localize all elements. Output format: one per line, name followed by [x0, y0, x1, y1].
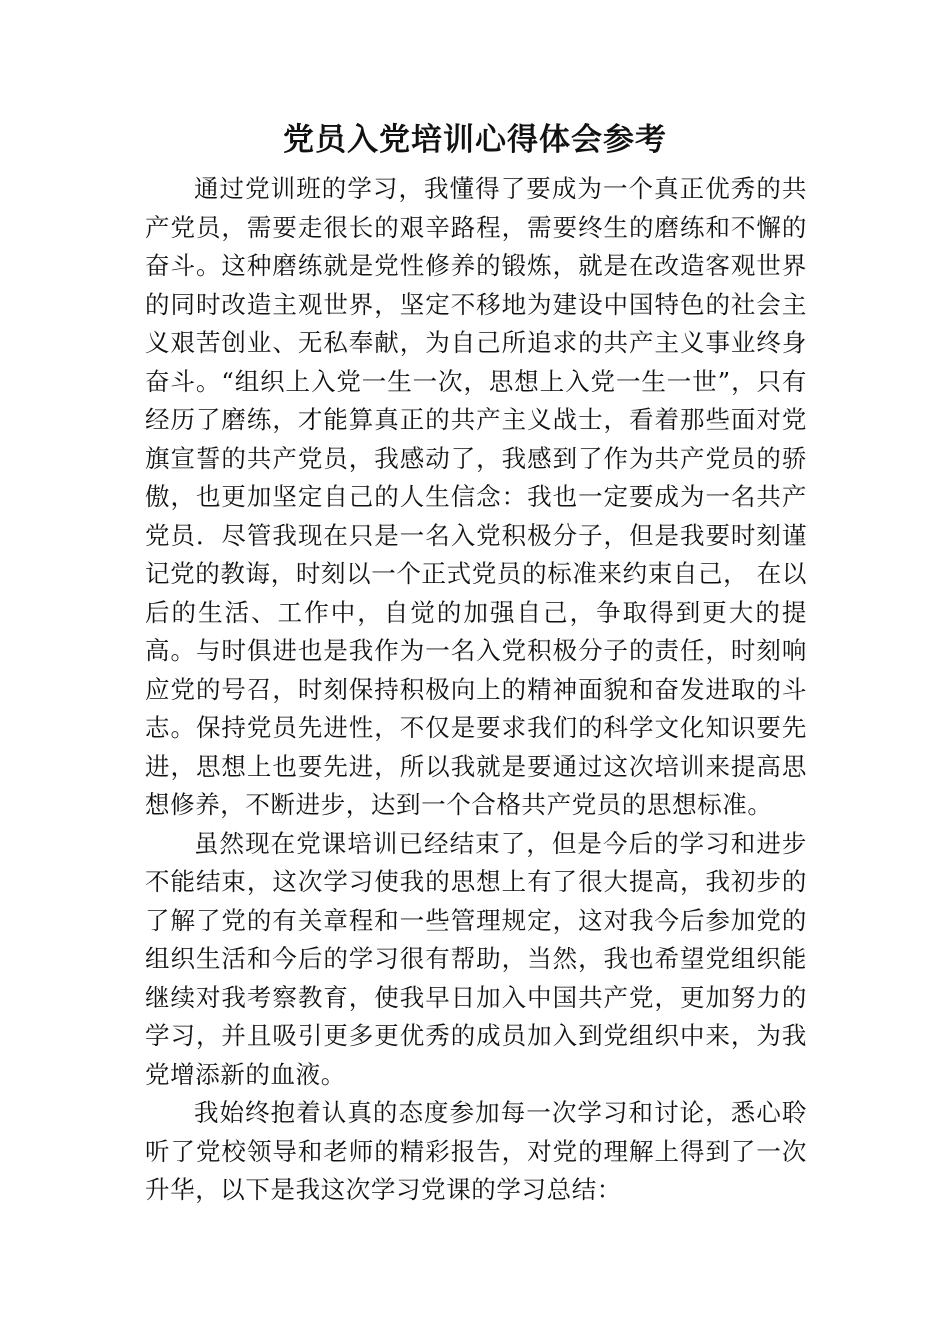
document-body — [145, 170, 807, 1210]
paragraph-2: 虽然现在党课培训已经结束了，但是今后的学习和进步不能结束，这次学习使我的思想上有了很大提高，我初步的了解了党的有关章程和一些管理规定，这对我今后参加党的组织生活和今后的学习很有帮助，当然，我也希望党组织能继续对我考察教育，使我早日加入中国共产党，更加努力的学习，并且吸引更多更优秀的成员加入到党组织中来，为我党增添新的血液。 — [145, 828, 807, 1089]
paragraph-3: 我始终抱着认真的态度参加每一次学习和讨论，悉心聆听了党校领导和老师的精彩报告，对党的理解上得到了一次升华，以下是我这次学习党课的学习总结： — [145, 1098, 807, 1204]
paragraph-1: 通过党训班的学习，我懂得了要成为一个真正优秀的共产党员，需要走很长的艰辛路程，需要终生的磨练和不懈的奋斗。这种磨练就是党性修养的锻炼，就是在改造客观世界的同时改造主观世界，坚定不移地为建设中国特色的社会主义艰苦创业、无私奉献，为自己所追求的共产主义事业终身奋斗。“组织上入党一生一次，思想上入党一生一世”，只有经历了磨练，才能算真正的共产主义战士，看着那些面对党旗宣誓的共产党员，我感动了，我感到了作为共产党员的骄傲，也更加坚定自己的人生信念：我也一定要成为一名共产党员．尽管我现在只是一名入党积极分子，但是我要时刻谨记党的教诲，时刻以一个正式党员的标准来约束自己， 在以后的生活、工作中，自觉的加强自己，争取得到更大的提高。与时俱进也是我作为一名入党积极分子的责任，时刻响应党的号召，时刻保持积极向上的精神面貌和奋发进取的斗志。保持党员先进性，不仅是要求我们的科学文化知识要先进，思想上也要先进，所以我就是要通过这次培训来提高思想修养，不断进步，达到一个合格共产党员的思想标准。 — [145, 174, 807, 819]
document-title: 党员入党培训心得体会参考 — [283, 122, 667, 158]
